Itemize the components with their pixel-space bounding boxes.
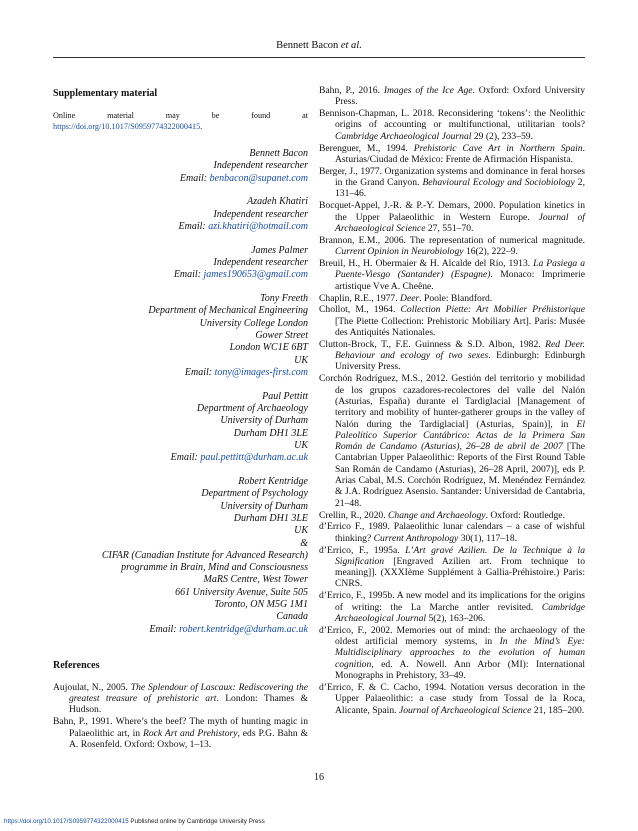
reference-entry: [319, 235, 585, 258]
affiliation-line: Department of Archaeology: [196, 403, 308, 415]
supplementary-heading: Supplementary material: [53, 88, 158, 99]
affiliation-line: Department of Mechanical Engineering: [148, 305, 308, 317]
reference-title: Behavioural Ecology and Sociobiology: [422, 177, 575, 189]
reference-title: Images of the Ice Age: [383, 85, 473, 96]
reference-text: d’Errico F., 1989. Palaeolithic lunar calendars – a case of wishful thinking?: [319, 521, 585, 544]
reference-entry: [319, 682, 585, 716]
references-list-right: [319, 85, 585, 716]
reference-title: Journal of Archaeological Science: [398, 704, 532, 716]
right-column: [319, 85, 585, 716]
author-name: Paul Pettitt: [262, 390, 308, 402]
reference-text: d’Errico, F., 1995a.: [319, 544, 406, 556]
reference-title: La Pasiega a Puente-Viesgo (Santander) (Espagne): [335, 258, 586, 281]
affiliation-line: UK: [294, 439, 308, 451]
reference-text: Bahn, P., 2016.: [319, 85, 384, 96]
reference-title: Cambridge Archaeological Journal: [335, 130, 472, 142]
reference-details: . Asturias/Ciudad de México: Frente de Afirmación Hispanista.: [335, 142, 585, 165]
reference-details: 27, 551–70.: [425, 222, 474, 234]
reference-entry: [319, 143, 585, 166]
supplementary-end: .: [200, 121, 203, 131]
supplementary-text: [53, 111, 308, 132]
author-affiliations: [53, 148, 308, 636]
email-label: Email:: [170, 452, 201, 464]
reference-entry: [319, 373, 585, 509]
reference-details: 29 (2), 233–59.: [471, 130, 533, 142]
reference-details: 2, 131–46.: [335, 177, 585, 200]
affiliation-line: London WC1E 6BT: [229, 342, 308, 354]
reference-title: Red Deer. Behaviour and ecology of two sexes: [335, 338, 586, 362]
affiliation-line: Independent researcher: [213, 160, 308, 172]
references-list-left: [53, 682, 308, 750]
reference-text: Berenguer, M., 1994.: [319, 142, 414, 154]
author-name: James Palmer: [251, 244, 308, 256]
reference-details: 16(2), 222–9.: [463, 246, 518, 258]
reference-details: . Edinburgh: Edinburgh University Press.: [335, 350, 585, 373]
reference-details: 5(2), 163–206.: [426, 612, 486, 624]
author-block: [53, 476, 308, 636]
affiliation-line: CIFAR (Canadian Institute for Advanced Research): [101, 549, 308, 561]
reference-text: Chollot, M., 1964.: [319, 304, 401, 316]
page-number: 16: [314, 772, 324, 783]
reference-text: d’Errico, F., 1995b. A new model and its implications for the origins of writing: the La Marche antler revisited.: [319, 590, 585, 613]
header-rule: [53, 57, 585, 58]
affiliation-line: University of Durham: [220, 500, 308, 512]
reference-text: Crellin, R., 2020.: [319, 509, 389, 521]
affiliation-line: MaRS Centre, West Tower: [203, 574, 308, 586]
reference-entry: [53, 716, 308, 750]
author-email-line: [53, 173, 308, 185]
reference-title: El Paleolítico Superior Cantábrico: Actas de la Primera San Román de Candamo (Asturias), 26–28 de abril de 2007: [335, 418, 585, 453]
author-email-line: [53, 624, 308, 636]
affiliation-line: Canada: [276, 611, 308, 623]
author-block: [53, 245, 308, 282]
reference-title: Deer: [400, 292, 420, 304]
author-email-link[interactable]: robert.kentridge@durham.ac.uk: [179, 623, 308, 635]
author-block: [53, 293, 308, 379]
reference-text: Berger, J., 1977. Organization systems and dominance in feral horses in the Grand Canyon.: [319, 165, 585, 189]
author-email-line: [53, 367, 308, 379]
reference-entry: [319, 258, 585, 292]
reference-title: L’Art gravé Azilien. De la Technique à la Signification: [335, 544, 585, 567]
reference-text: Brannon, E.M., 2006. The representation of numerical magnitude.: [319, 234, 585, 246]
reference-title: Collection Piette: Art Mobilier Préhistorique: [400, 304, 585, 316]
reference-details: [Engraved Azilien art. From technique to meaning]]. (XXXIème Supplément à Gallia-Préhistoire.) Paris: CNRS.: [335, 555, 585, 590]
reference-details: [The Cantabrian Upper Palaeolithic: Reports of the First Round Table San Román de Candamo (Asturias), 26–28 April, 2007)], eds P. Arias Cabal, M.S. Corchón Rodríguez, M. Menéndez Fernández & J.A. Rodríguez Asensio. Santander: Universidad de Cantabria, 21–48.: [335, 441, 585, 509]
author-email-link[interactable]: james190653@gmail.com: [203, 269, 308, 281]
running-head-etal: et al.: [340, 40, 362, 51]
affiliation-line: Department of Psychology: [201, 488, 308, 500]
author-email-link[interactable]: tony@images-first.com: [214, 366, 308, 378]
email-label: Email:: [179, 172, 210, 184]
email-label: Email:: [184, 366, 215, 378]
affiliation-line: UK: [294, 525, 308, 537]
reference-title: Rock Art and Prehistory: [142, 727, 238, 739]
reference-text: Clutton-Brock, T., F.E. Guinness & S.D. Albon, 1982.: [319, 338, 546, 350]
reference-entry: [319, 545, 585, 590]
author-block: [53, 196, 308, 233]
reference-entry: [319, 85, 585, 108]
reference-entry: [319, 108, 585, 142]
author-name: Robert Kentridge: [238, 476, 308, 488]
reference-title: Cambridge Archaeological Journal: [335, 601, 585, 624]
reference-text: Bocquet-Appel, J.-R. & P.-Y. Demars, 2000. Population kinetics in the Upper Palaeolithic in Western Europe.: [319, 200, 585, 223]
reference-details: . London: Thames & Hudson.: [69, 693, 308, 716]
running-head: [0, 40, 638, 51]
reference-title: The Splendour of Lascaux: Rediscovering the greatest treasure of prehistoric art: [69, 681, 308, 705]
reference-details: 30(1), 117–18.: [458, 532, 518, 544]
affiliation-line: programme in Brain, Mind and Consciousness: [121, 562, 308, 574]
reference-entry: [319, 625, 585, 681]
reference-entry: [319, 166, 585, 200]
reference-text: d’Errico, F., 2002. Memories out of mind: the archaeology of the oldest artificial memory systems, in: [319, 624, 585, 648]
footer-text: Published online by Cambridge University Press: [128, 818, 265, 825]
references-heading: References: [53, 659, 100, 671]
reference-text: Breuil, H., H. Obermaier & H. Alcalde del Río, 1913.: [319, 258, 534, 270]
affiliation-line: Durham DH1 3LE: [233, 512, 308, 524]
author-email-link[interactable]: benbacon@supanet.com: [209, 172, 308, 184]
reference-entry: [319, 510, 585, 521]
author-email-link[interactable]: azi.khatiri@hotmail.com: [208, 220, 308, 232]
reference-entry: [319, 521, 585, 544]
email-label: Email:: [149, 623, 180, 635]
reference-details: , eds P.G. Bahn & A. Rosenfeld. Oxford: Oxbow, 1–13.: [69, 727, 308, 750]
reference-title: Prehistoric Cave Art in Northern Spain: [413, 142, 583, 154]
affiliation-line: Durham DH1 3LE: [233, 427, 308, 439]
affiliation-line: UK: [294, 354, 308, 366]
reference-details: . Poole: Blandford.: [419, 292, 493, 304]
reference-details: [The Piette Collection: Prehistoric Mobiliary Art]. Paris: Musée des Antiquités Nationales.: [335, 315, 585, 338]
affiliation-line: Independent researcher: [213, 208, 308, 220]
footer-doi-link[interactable]: https://doi.org/10.1017/S0959774322000415: [4, 818, 129, 825]
reference-title: Current Opinion in Neurobiology: [335, 246, 464, 258]
reference-text: Bahn, P., 1991. Where’s the beef? The myth of hunting magic in Palaeolithic art, in: [53, 716, 308, 739]
reference-entry: [319, 293, 585, 304]
affiliation-line: Toronto, ON M5G 1M1: [214, 599, 308, 610]
reference-text: Chaplin, R.E., 1977.: [319, 292, 401, 304]
reference-entry: [319, 200, 585, 234]
author-block: [53, 148, 308, 185]
affiliation-line: University College London: [199, 317, 308, 329]
reference-entry: [319, 590, 585, 624]
reference-entry: [319, 304, 585, 338]
affiliation-line: &: [300, 537, 308, 549]
reference-text: Bennison-Chapman, L. 2018. Reconsidering ‘tokens’: the Neolithic origins of accounting or multifunctional, utilitarian tools?: [319, 108, 585, 131]
supplementary-intro: Online material may be found at: [53, 111, 308, 120]
affiliation-line: University of Durham: [220, 415, 308, 427]
reference-title: Change and Archaeology: [388, 509, 486, 521]
author-name: Azadeh Khatiri: [247, 196, 308, 208]
affiliation-line: 661 University Avenue, Suite 505: [175, 586, 308, 598]
reference-text: Aujoulat, N., 2005.: [53, 681, 131, 693]
footer: [4, 818, 265, 825]
reference-details: 21, 185–200.: [531, 704, 585, 716]
author-email-line: [53, 269, 308, 281]
reference-text: Corchón Rodríguez, M.S., 2012. Gestión del territorio y mobilidad de los grupos cazadores-recolectores del valle del Nalón (Asturias, España) durante el Tardiglacial [Management of territory and mobility of hunter-gatherer groups in the valley of Nalón during the Tardiglacial] (Asturias, Spain)], in: [319, 373, 585, 430]
reference-title: Journal of Archaeological Science: [335, 211, 585, 234]
reference-entry: [53, 682, 308, 716]
reference-details: . Monaco: Imprimerie artistique Vve A. Cheêne.: [335, 269, 585, 292]
reference-details: , ed. A. Nowell. Ann Arbor (MI): International Monographs in Prehistory, 33–49.: [335, 658, 585, 682]
reference-text: d’Errico, F. & C. Cacho, 1994. Notation versus decoration in the Upper Palaeolithic: a case study from Tossal de la Roca, Alicante, Spain.: [319, 681, 585, 716]
email-label: Email:: [178, 220, 209, 232]
reference-entry: [319, 339, 585, 373]
supplementary-link[interactable]: https://doi.org/10.1017/S0959774322000415: [53, 121, 201, 131]
left-column: [53, 88, 308, 751]
author-name: Tony Freeth: [260, 293, 308, 305]
reference-details: . Oxford: Routledge.: [485, 509, 565, 521]
reference-title: In the Mind’s Eye: Multidisciplinary approaches to the evolution of human cognition: [335, 636, 585, 670]
author-email-line: [53, 221, 308, 233]
email-label: Email:: [173, 269, 204, 281]
reference-title: Current Anthropology: [373, 532, 459, 544]
affiliation-line: Independent researcher: [213, 257, 308, 269]
author-email-line: [53, 452, 308, 464]
author-name: Bennett Bacon: [249, 148, 308, 159]
running-head-authors: Bennett Bacon: [276, 40, 341, 51]
affiliation-line: Gower Street: [255, 330, 308, 342]
reference-details: . Oxford: Oxford University Press.: [335, 85, 585, 108]
author-block: [53, 391, 308, 465]
author-email-link[interactable]: paul.pettitt@durham.ac.uk: [200, 452, 308, 464]
